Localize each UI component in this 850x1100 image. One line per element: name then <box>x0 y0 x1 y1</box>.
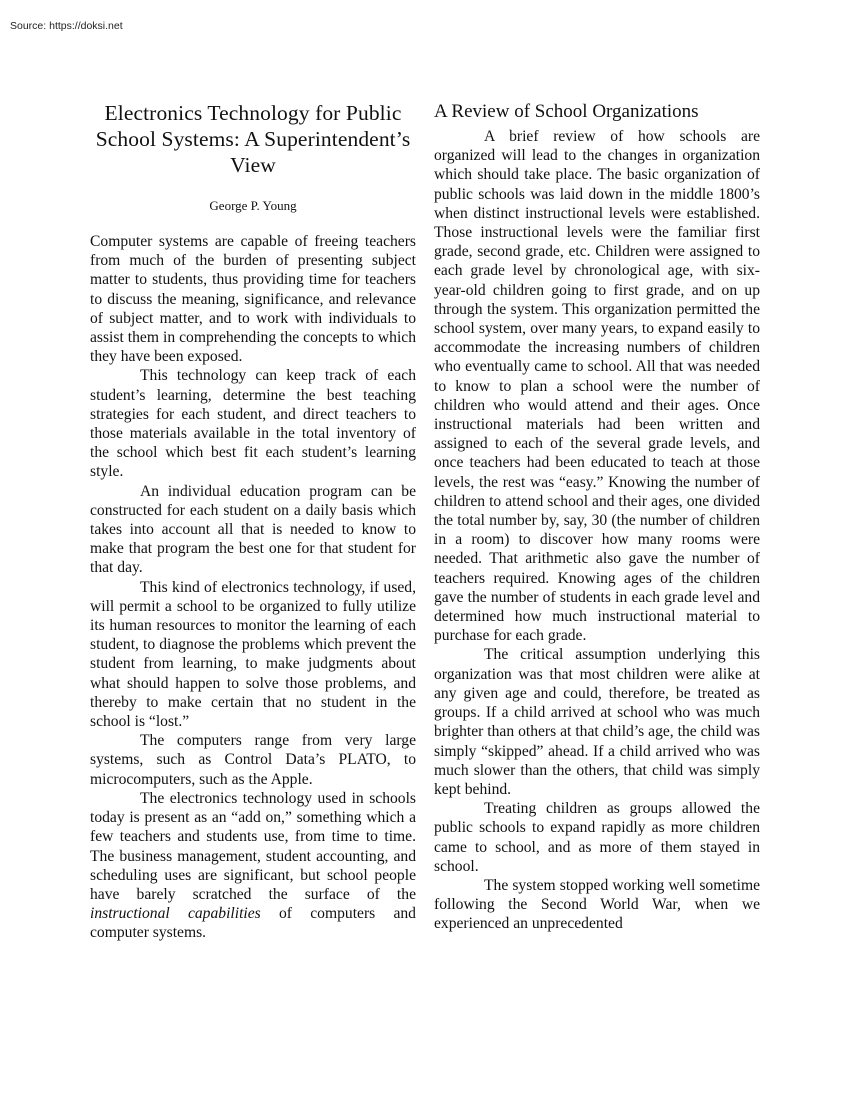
paragraph-text: The electronics technology used in schools today is present as an “add on,” something which a few teachers and students use, from time to time. The business management, student accounting, and scheduling uses are significant, but school people have barely scratched the surface of the <box>90 789 416 903</box>
right-column <box>434 100 760 934</box>
article-author: George P. Young <box>209 198 297 213</box>
body-paragraph: The critical assumption underlying this organization was that most children were alike at any given age and could, therefore, be treated as groups. If a child arrived at school who was much brighter than others at that child’s age, the child was simply “skipped” ahead. If a child arrived who was much slower than the others, that child was simply kept behind. <box>434 646 760 798</box>
body-paragraph: An individual education program can be constructed for each student on a daily basis which takes into account all that is needed to know to make that program the best one for that student for that day. <box>90 482 416 577</box>
article-title: Electronics Technology for Public School Systems: A Superintendent’s View <box>95 101 411 177</box>
emphasized-text: instructional capabilities <box>90 905 261 923</box>
body-paragraph: The system stopped working well sometime following the Second World War, when we experienced an unprecedented <box>434 876 760 933</box>
left-column <box>90 100 416 943</box>
body-paragraph <box>90 789 416 943</box>
body-paragraph: Computer systems are capable of freeing teachers from much of the burden of presenting subject matter to students, thus providing time for teachers to discuss the meaning, significance, and relevance of subject matter, and to work with individuals to assist them in comprehending the concepts to which they have been exposed. <box>90 233 416 366</box>
source-label: Source: https://doksi.net <box>10 20 123 32</box>
body-paragraph: This technology can keep track of each student’s learning, determine the best teaching strategies for each student, and direct teachers to those materials available in the total inventory of the school which best fit each student’s learning style. <box>90 367 416 481</box>
body-paragraph: A brief review of how schools are organized will lead to the changes in organization which should take place. The basic organization of public schools was laid down in the middle 1800’s when distinct instructional levels were established. Those instructional levels were the familiar first grade, second grade, etc. Children were assigned to each grade level by chronological age, with six-year-old children going to first grade, and on up through the system. This organization permitted the school system, over many years, to expand easily to accommodate the increasing numbers of children who eventually came to school. All that was needed to know to plan a school were the number of children who would attend and their ages. Once instructional materials had been written and assigned to each of the several grade levels, and once teachers had been educated to teach at those levels, the rest was “easy.” Knowing the number of children to attend school and their ages, one divided the total number by, say, 30 (the number of children in a room) to discover how many rooms were needed. That arithmetic also gave the number of teachers required. Knowing ages of the children gave the number of students in each grade level and determined how much instructional material to purchase for each grade. <box>434 128 760 645</box>
section-heading: A Review of School Organizations <box>434 101 699 122</box>
paragraph-text: of computers and computer systems. <box>90 905 416 942</box>
body-paragraph: This kind of electronics technology, if used, will permit a school to be organized to fully utilize its human resources to monitor the learning of each student, to diagnose the problems which prevent the student from learning, to make judgments about what should happen to solve those problems, and thereby to make certain that no student in the school is “lost.” <box>90 578 416 731</box>
body-paragraph: Treating children as groups allowed the public schools to expand rapidly as more children came to school, and as more of them stayed in school. <box>434 800 760 875</box>
body-paragraph: The computers range from very large systems, such as Control Data’s PLATO, to microcomputers, such as the Apple. <box>90 732 416 788</box>
